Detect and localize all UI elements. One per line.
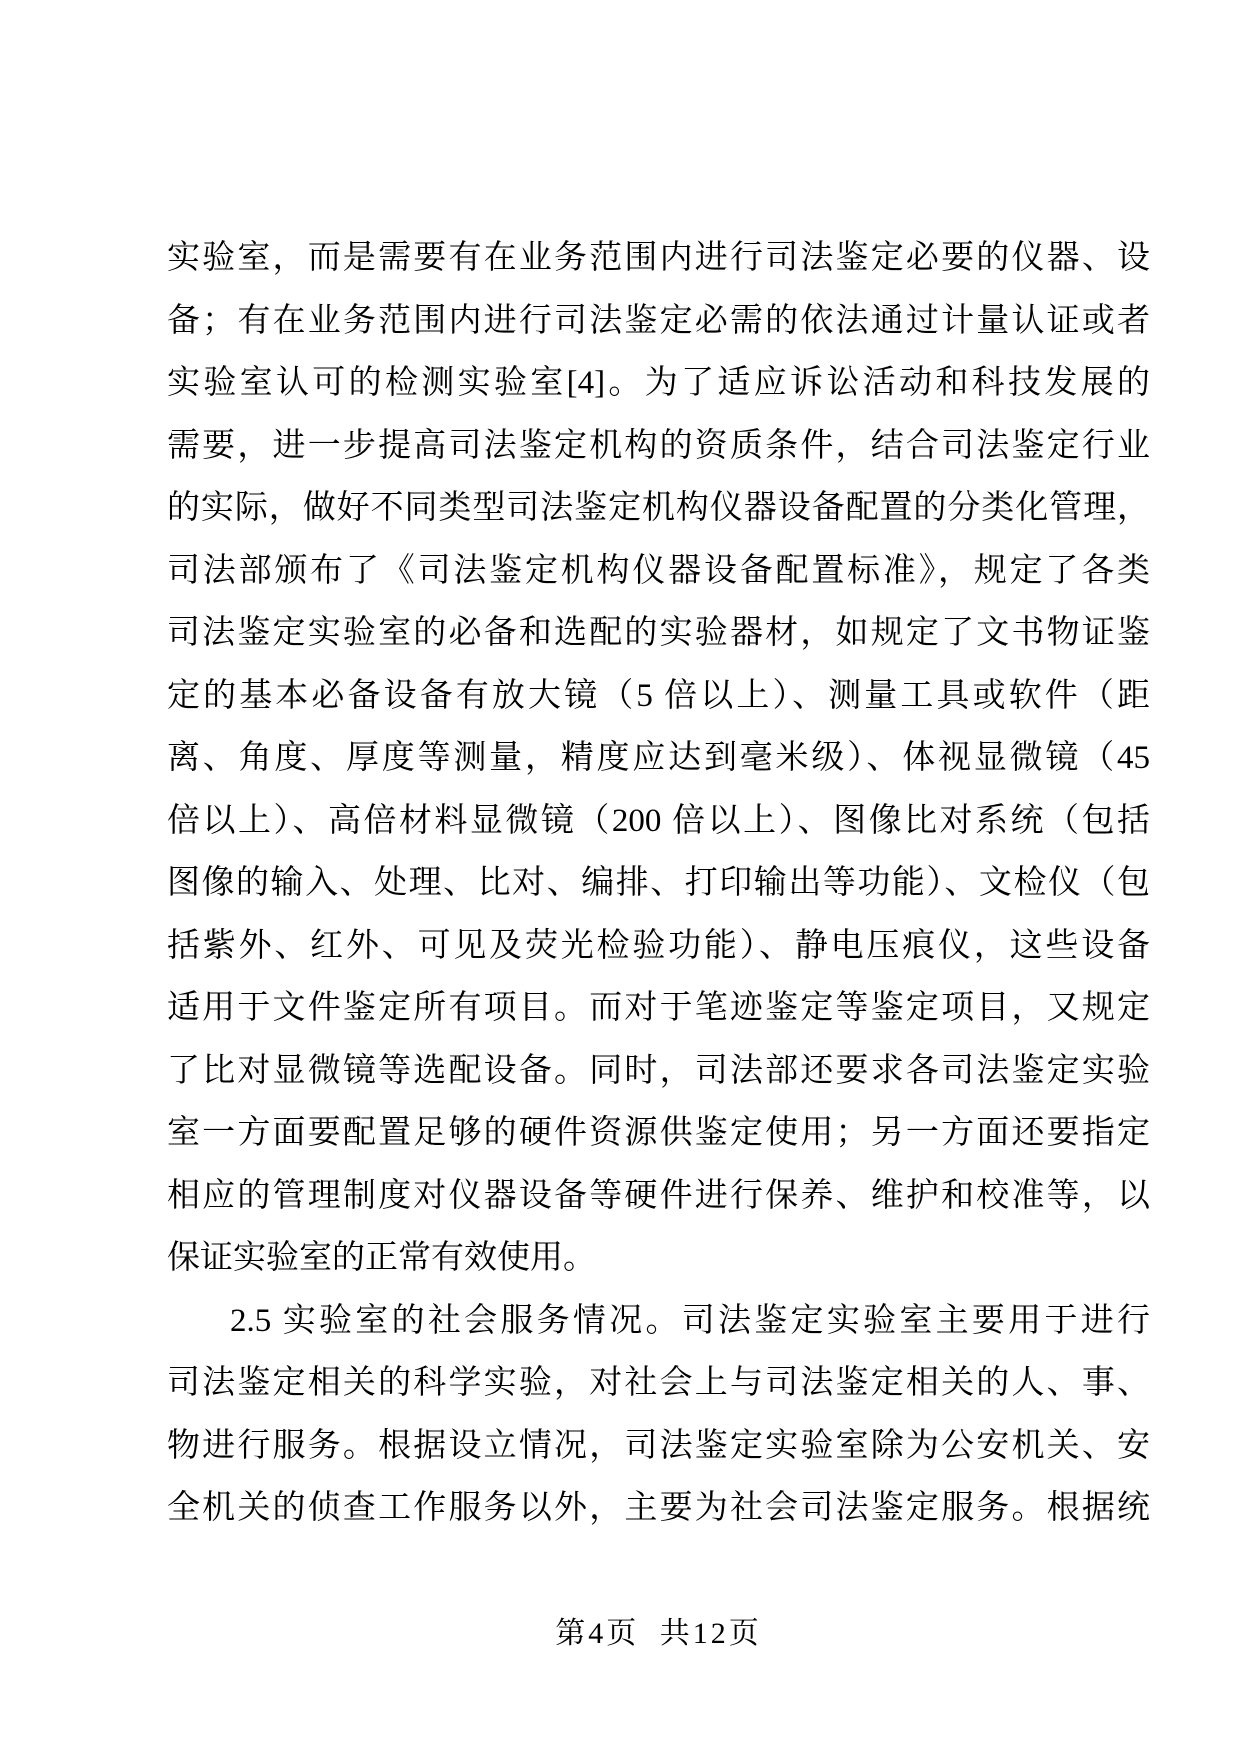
text-line: 括紫外、红外、可见及荧光检验功能）、静电压痕仪，这些设备	[167, 927, 1150, 964]
text-line: 室一方面要配置足够的硬件资源供鉴定使用；另一方面还要指定	[167, 1115, 1150, 1151]
text-line: 2.5 实验室的社会服务情况。司法鉴定实验室主要用于进行	[230, 1302, 1150, 1339]
text-line: 图像的输入、处理、比对、编排、打印输出等功能）、文检仪（包	[167, 865, 1150, 901]
text-line: 备；有在业务范围内进行司法鉴定必需的依法通过计量认证或者	[167, 302, 1150, 339]
text-line: 适用于文件鉴定所有项目。而对于笔迹鉴定等鉴定项目，又规定	[167, 990, 1150, 1026]
text-line: 保证实验室的正常有效使用。	[167, 1240, 596, 1276]
text-line: 物进行服务。根据设立情况，司法鉴定实验室除为公安机关、安	[167, 1427, 1150, 1464]
text-line: 全机关的侦查工作服务以外，主要为社会司法鉴定服务。根据统	[167, 1490, 1150, 1526]
text-line: 了比对显微镜等选配设备。同时，司法部还要求各司法鉴定实验	[167, 1052, 1150, 1089]
text-line: 司法部颁布了《司法鉴定机构仪器设备配置标准》，规定了各类	[167, 552, 1150, 589]
page-number-label: 第4页 共12页	[555, 1617, 762, 1650]
text-line: 司法鉴定实验室的必备和选配的实验器材，如规定了文书物证鉴	[167, 615, 1150, 651]
text-line: 离、角度、厚度等测量，精度应达到毫米级）、体视显微镜（45	[167, 740, 1150, 776]
text-line: 实验室认可的检测实验室[4]。为了适应诉讼活动和科技发展的	[167, 365, 1150, 401]
text-line: 的实际，做好不同类型司法鉴定机构仪器设备配置的分类化管理，	[167, 490, 1150, 526]
text-line: 需要，进一步提高司法鉴定机构的资质条件，结合司法鉴定行业	[167, 427, 1150, 464]
page-footer	[167, 1612, 1150, 1656]
text-line: 实验室，而是需要有在业务范围内进行司法鉴定必要的仪器、设	[167, 240, 1150, 276]
text-line: 司法鉴定相关的科学实验，对社会上与司法鉴定相关的人、事、	[167, 1365, 1150, 1401]
text-line: 倍以上）、高倍材料显微镜（200 倍以上）、图像比对系统（包括	[167, 802, 1150, 839]
document-body	[167, 227, 1150, 1540]
text-line: 相应的管理制度对仪器设备等硬件进行保养、维护和校准等，以	[167, 1177, 1150, 1214]
text-line: 定的基本必备设备有放大镜（5 倍以上）、测量工具或软件（距	[167, 677, 1150, 714]
